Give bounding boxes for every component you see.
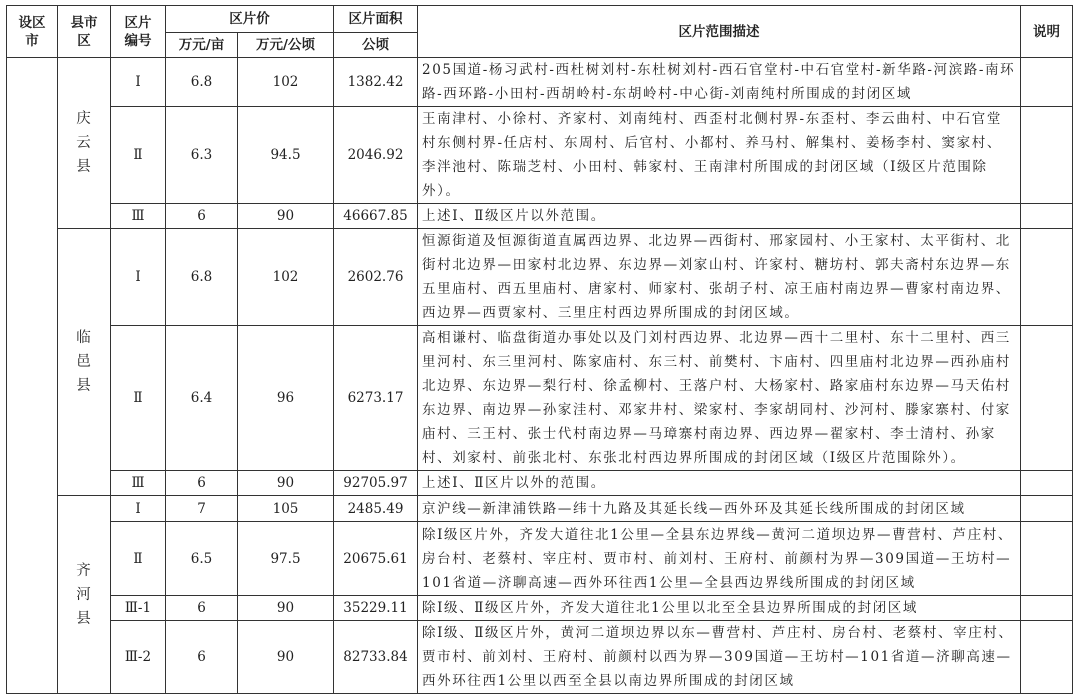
price-per-mu: 6 (166, 204, 238, 229)
table-row (7, 471, 1073, 496)
header-city: 设区市 (7, 6, 58, 58)
zone-area: 92705.97 (334, 471, 418, 496)
table-row (7, 229, 1073, 326)
table-row (7, 621, 1073, 694)
county-cell: 临邑县 (58, 229, 111, 496)
note-cell (1021, 621, 1073, 694)
note-cell (1021, 204, 1073, 229)
price-per-mu: 6 (166, 471, 238, 496)
zone-no: Ⅲ-2 (111, 621, 166, 694)
zone-no: Ⅰ (111, 229, 166, 326)
zone-area: 20675.61 (334, 522, 418, 596)
note-cell (1021, 522, 1073, 596)
zone-area: 1382.42 (334, 58, 418, 107)
header-price-ha: 万元/公顷 (238, 33, 334, 58)
zone-no: Ⅰ (111, 58, 166, 107)
table-row (7, 204, 1073, 229)
zone-range-description: 高相谦村、临盘街道办事处以及门刘村西边界、北边界—西十二里村、东十二里村、西三里河村、东三里河村、陈家庙村、东三村、前樊村、卞庙村、四里庙村北边界—西孙庙村北边界、东边界—梨行村、徐孟柳村、王落户村、大杨家村、路家庙村东边界—马天佑村东边界、南边界—孙家洼村、邓家井村、梁家村、李家胡同村、沙河村、滕家寨村、付家庙村、三王村、张士代村南边界—马璋寨村南边界、西边界—翟家村、李士清村、孙家村、刘家村、前张北村、东张北村西边界所围成的封闭区域（Ⅰ级区片范围除外）。 (418, 326, 1021, 471)
zone-area: 82733.84 (334, 621, 418, 694)
county-cell: 齐河县 (58, 496, 111, 694)
table-row (7, 596, 1073, 621)
zone-range-description: 除Ⅰ级区片外，齐发大道往北1公里—全县东边界线—黄河二道坝边界—曹营村、芦庄村、房台村、老蔡村、宰庄村、贾市村、前刘村、王府村、前颜村为界—309国道—王坊村—101省道—济聊高速—西外环往西1公里—全县西边界线所围成的封闭区域 (418, 522, 1021, 596)
table-row (7, 496, 1073, 522)
zone-no: Ⅰ (111, 496, 166, 522)
note-cell (1021, 596, 1073, 621)
price-per-hectare: 90 (238, 621, 334, 694)
header-county: 县市区 (58, 6, 111, 58)
table-row (7, 107, 1073, 204)
zone-range-description: 上述Ⅰ、Ⅱ级区片以外范围。 (418, 204, 1021, 229)
table-row (7, 326, 1073, 471)
price-per-mu: 7 (166, 496, 238, 522)
price-per-mu: 6.4 (166, 326, 238, 471)
price-per-hectare: 90 (238, 471, 334, 496)
zone-range-description: 除Ⅰ级、Ⅱ级区片外，黄河二道坝边界以东—曹营村、芦庄村、房台村、老蔡村、宰庄村、贾市村、前刘村、王府村、前颜村以西为界—309国道—王坊村—101省道—济聊高速—西外环往西1公里以西至全县以南边界所围成的封闭区域 (418, 621, 1021, 694)
price-per-mu: 6 (166, 596, 238, 621)
zone-no: Ⅱ (111, 522, 166, 596)
note-cell (1021, 326, 1073, 471)
zone-range-description: 京沪线—新津浦铁路—纬十九路及其延长线—西外环及其延长线所围成的封闭区域 (418, 496, 1021, 522)
note-cell (1021, 471, 1073, 496)
zone-area: 2485.49 (334, 496, 418, 522)
zone-area: 35229.11 (334, 596, 418, 621)
zone-range-description: 王南津村、小徐村、齐家村、刘南纯村、西歪村北侧村界-东歪村、李云曲村、中石官堂村东侧村界-任店村、东周村、后官村、小都村、养马村、解集村、姜杨李村、窦家村、李泮池村、陈瑞芝村、小田村、韩家村、王南津村所围成的封闭区域（Ⅰ级区片范围除外）。 (418, 107, 1021, 204)
zone-no: Ⅱ (111, 326, 166, 471)
header-area: 区片面积 (334, 6, 418, 33)
header-price-mu: 万元/亩 (166, 33, 238, 58)
price-per-hectare: 90 (238, 596, 334, 621)
header-zone-no: 区片编号 (111, 6, 166, 58)
table-row (7, 58, 1073, 107)
zone-no: Ⅲ (111, 471, 166, 496)
city-cell (7, 58, 58, 694)
price-per-hectare: 94.5 (238, 107, 334, 204)
header-price: 区片价 (166, 6, 334, 33)
note-cell (1021, 107, 1073, 204)
price-per-mu: 6.5 (166, 522, 238, 596)
zone-range-description: 205国道-杨习武村-西杜树刘村-东杜树刘村-西石官堂村-中石官堂村-新华路-河滨路-南环路-西环路-小田村-西胡岭村-东胡岭村-中心街-刘南纯村所围成的封闭区域 (418, 58, 1021, 107)
note-cell (1021, 58, 1073, 107)
zone-range-description: 除Ⅰ级、Ⅱ级区片外，齐发大道往北1公里以北至全县边界所围成的封闭区域 (418, 596, 1021, 621)
zone-no: Ⅲ (111, 204, 166, 229)
zone-range-description: 恒源街道及恒源街道直属西边界、北边界—西街村、邢家园村、小王家村、太平街村、北街村北边界—田家村北边界、东边界—刘家山村、许家村、糖坊村、郭夫斋村东边界—东五里庙村、西五里庙村、唐家村、师家村、张胡子村、凉王庙村南边界—曹家村南边界、西边界—西贾家村、三里庄村西边界所围成的封闭区域。 (418, 229, 1021, 326)
zone-area: 6273.17 (334, 326, 418, 471)
note-cell (1021, 496, 1073, 522)
price-per-mu: 6.3 (166, 107, 238, 204)
price-per-hectare: 96 (238, 326, 334, 471)
zone-area: 46667.85 (334, 204, 418, 229)
header-range: 区片范围描述 (418, 6, 1021, 58)
zone-area: 2602.76 (334, 229, 418, 326)
note-cell (1021, 229, 1073, 326)
zone-no: Ⅲ-1 (111, 596, 166, 621)
price-per-mu: 6.8 (166, 229, 238, 326)
price-per-hectare: 102 (238, 58, 334, 107)
table-row (7, 522, 1073, 596)
header-area-unit: 公顷 (334, 33, 418, 58)
zone-area: 2046.92 (334, 107, 418, 204)
price-per-hectare: 90 (238, 204, 334, 229)
price-per-mu: 6.8 (166, 58, 238, 107)
county-cell: 庆云县 (58, 58, 111, 229)
price-per-hectare: 102 (238, 229, 334, 326)
price-per-hectare: 97.5 (238, 522, 334, 596)
zone-no: Ⅱ (111, 107, 166, 204)
price-per-mu: 6 (166, 621, 238, 694)
zone-range-description: 上述Ⅰ、Ⅱ区片以外的范围。 (418, 471, 1021, 496)
price-per-hectare: 105 (238, 496, 334, 522)
land-price-table (6, 5, 1073, 694)
header-note: 说明 (1021, 6, 1073, 58)
